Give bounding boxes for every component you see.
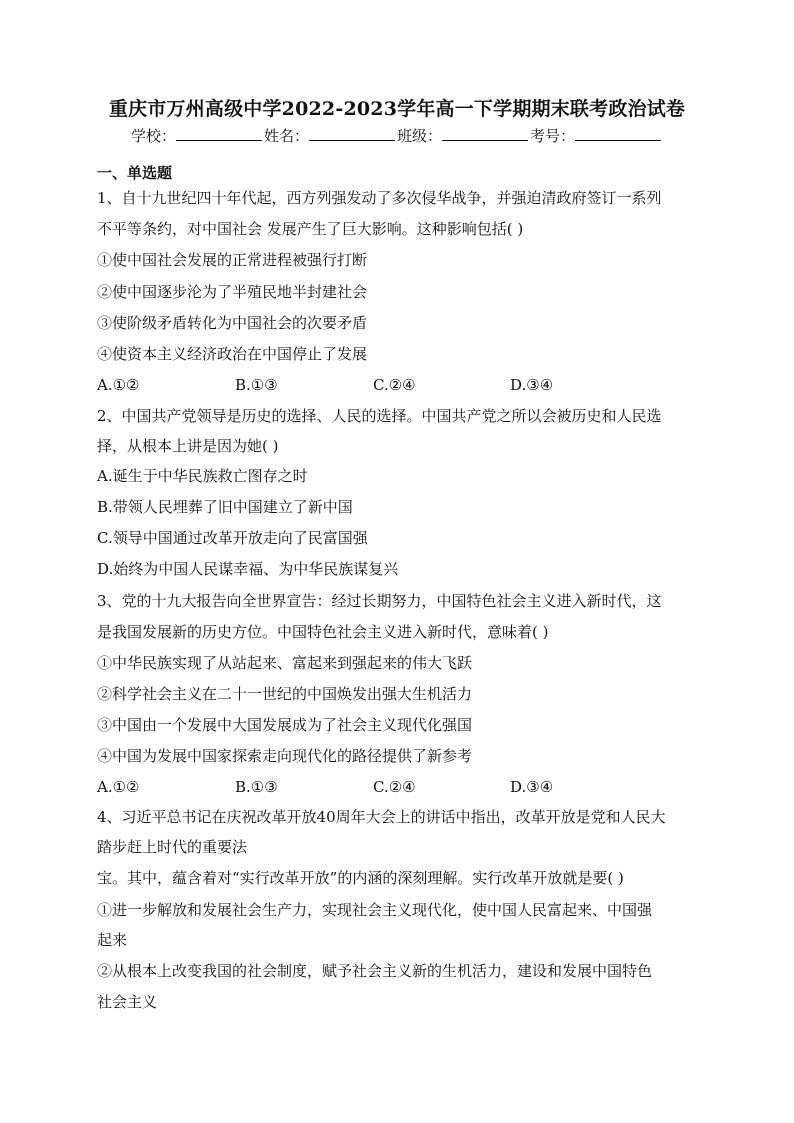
q2-stem-line-2: 择，从根本上讲是因为她( ) [97,437,279,455]
q4-stem-line-1: 4、习近平总书记在庆祝改革开放40周年大会上的讲话中指出，改革开放是党和人民大 [97,808,666,826]
q2-option-a[interactable]: A.诞生于中华民族救亡图存之时 [97,467,308,485]
q1-statement-2: ②使中国逐步沦为了半殖民地半封建社会 [97,283,368,301]
q3-stem-line-2: 是我国发展新的历史方位。中国特色社会主义进入新时代，意味着( ) [97,623,549,641]
q4-stem-line-3: 宝。其中，蕴含着对“实行改革开放”的内涵的深刻理解。实行改革开放就是要( ) [97,869,624,887]
student-info-row [0,124,794,147]
q3-option-d[interactable]: D.③④ [510,778,554,796]
q4-statement-1-line-2: 起来 [97,931,128,949]
q4-statement-2-line-1: ②从根本上改变我国的社会制度，赋予社会主义新的生机活力，建设和发展中国特色 [97,962,653,980]
q3-option-c[interactable]: C.②④ [373,778,416,796]
q1-option-a[interactable]: A.①② [97,376,140,394]
q1-stem-line-2: 不平等条约，对中国社会 发展产生了巨大影响。这种影响包括( ) [97,220,524,238]
q1-options [97,375,697,395]
name-label: 姓名： [263,127,309,145]
q1-statement-1: ①使中国社会发展的正常进程被强行打断 [97,251,368,269]
exam-no-label: 考号： [530,127,576,145]
q1-stem-line-1: 1、自十九世纪四十年代起，西方列强发动了多次侵华战争，并强迫清政府签订一系列 [97,189,662,207]
q3-option-b[interactable]: B.①③ [235,778,278,796]
q3-options [97,777,697,797]
q1-option-b[interactable]: B.①③ [235,376,278,394]
class-field[interactable] [442,124,528,141]
q3-statement-4: ④中国为发展中国家探索走向现代化的路径提供了新参考 [97,747,473,765]
q3-stem-line-1: 3、党的十九大报告向全世界宣告：经过长期努力，中国特色社会主义进入新时代，这 [97,592,662,610]
q3-statement-1: ①中华民族实现了从站起来、富起来到强起来的伟大飞跃 [97,654,473,672]
q4-stem-line-2: 踏步赶上时代的重要法 [97,838,248,856]
q4-statement-2-line-2: 社会主义 [97,993,158,1011]
section-title: 一、单选题 [97,164,173,182]
exam-no-field[interactable] [575,124,661,141]
exam-title: 重庆市万州高级中学2022-2023学年高一下学期期末联考政治试卷 [108,98,686,120]
class-label: 班级： [397,127,443,145]
school-field[interactable] [176,124,262,141]
q3-statement-2: ②科学社会主义在二十一世纪的中国焕发出强大生机活力 [97,685,473,703]
q2-option-b[interactable]: B.带领人民埋葬了旧中国建立了新中国 [97,498,353,516]
school-label: 学校： [130,127,176,145]
name-field[interactable] [309,124,395,141]
q1-option-d[interactable]: D.③④ [510,376,554,394]
q1-statement-4: ④使资本主义经济政治在中国停止了发展 [97,345,368,363]
q3-statement-3: ③中国由一个发展中大国发展成为了社会主义现代化强国 [97,716,473,734]
q2-option-d[interactable]: D.始终为中国人民谋幸福、为中华民族谋复兴 [97,560,399,578]
q1-statement-3: ③使阶级矛盾转化为中国社会的次要矛盾 [97,314,368,332]
q4-statement-1-line-1: ①进一步解放和发展社会生产力，实现社会主义现代化，使中国人民富起来、中国强 [97,901,653,919]
q2-option-c[interactable]: C.领导中国通过改革开放走向了民富国强 [97,529,368,547]
q1-option-c[interactable]: C.②④ [373,376,416,394]
q3-option-a[interactable]: A.①② [97,778,140,796]
q2-stem-line-1: 2、中国共产党领导是历史的选择、人民的选择。中国共产党之所以会被历史和人民选 [97,407,662,425]
